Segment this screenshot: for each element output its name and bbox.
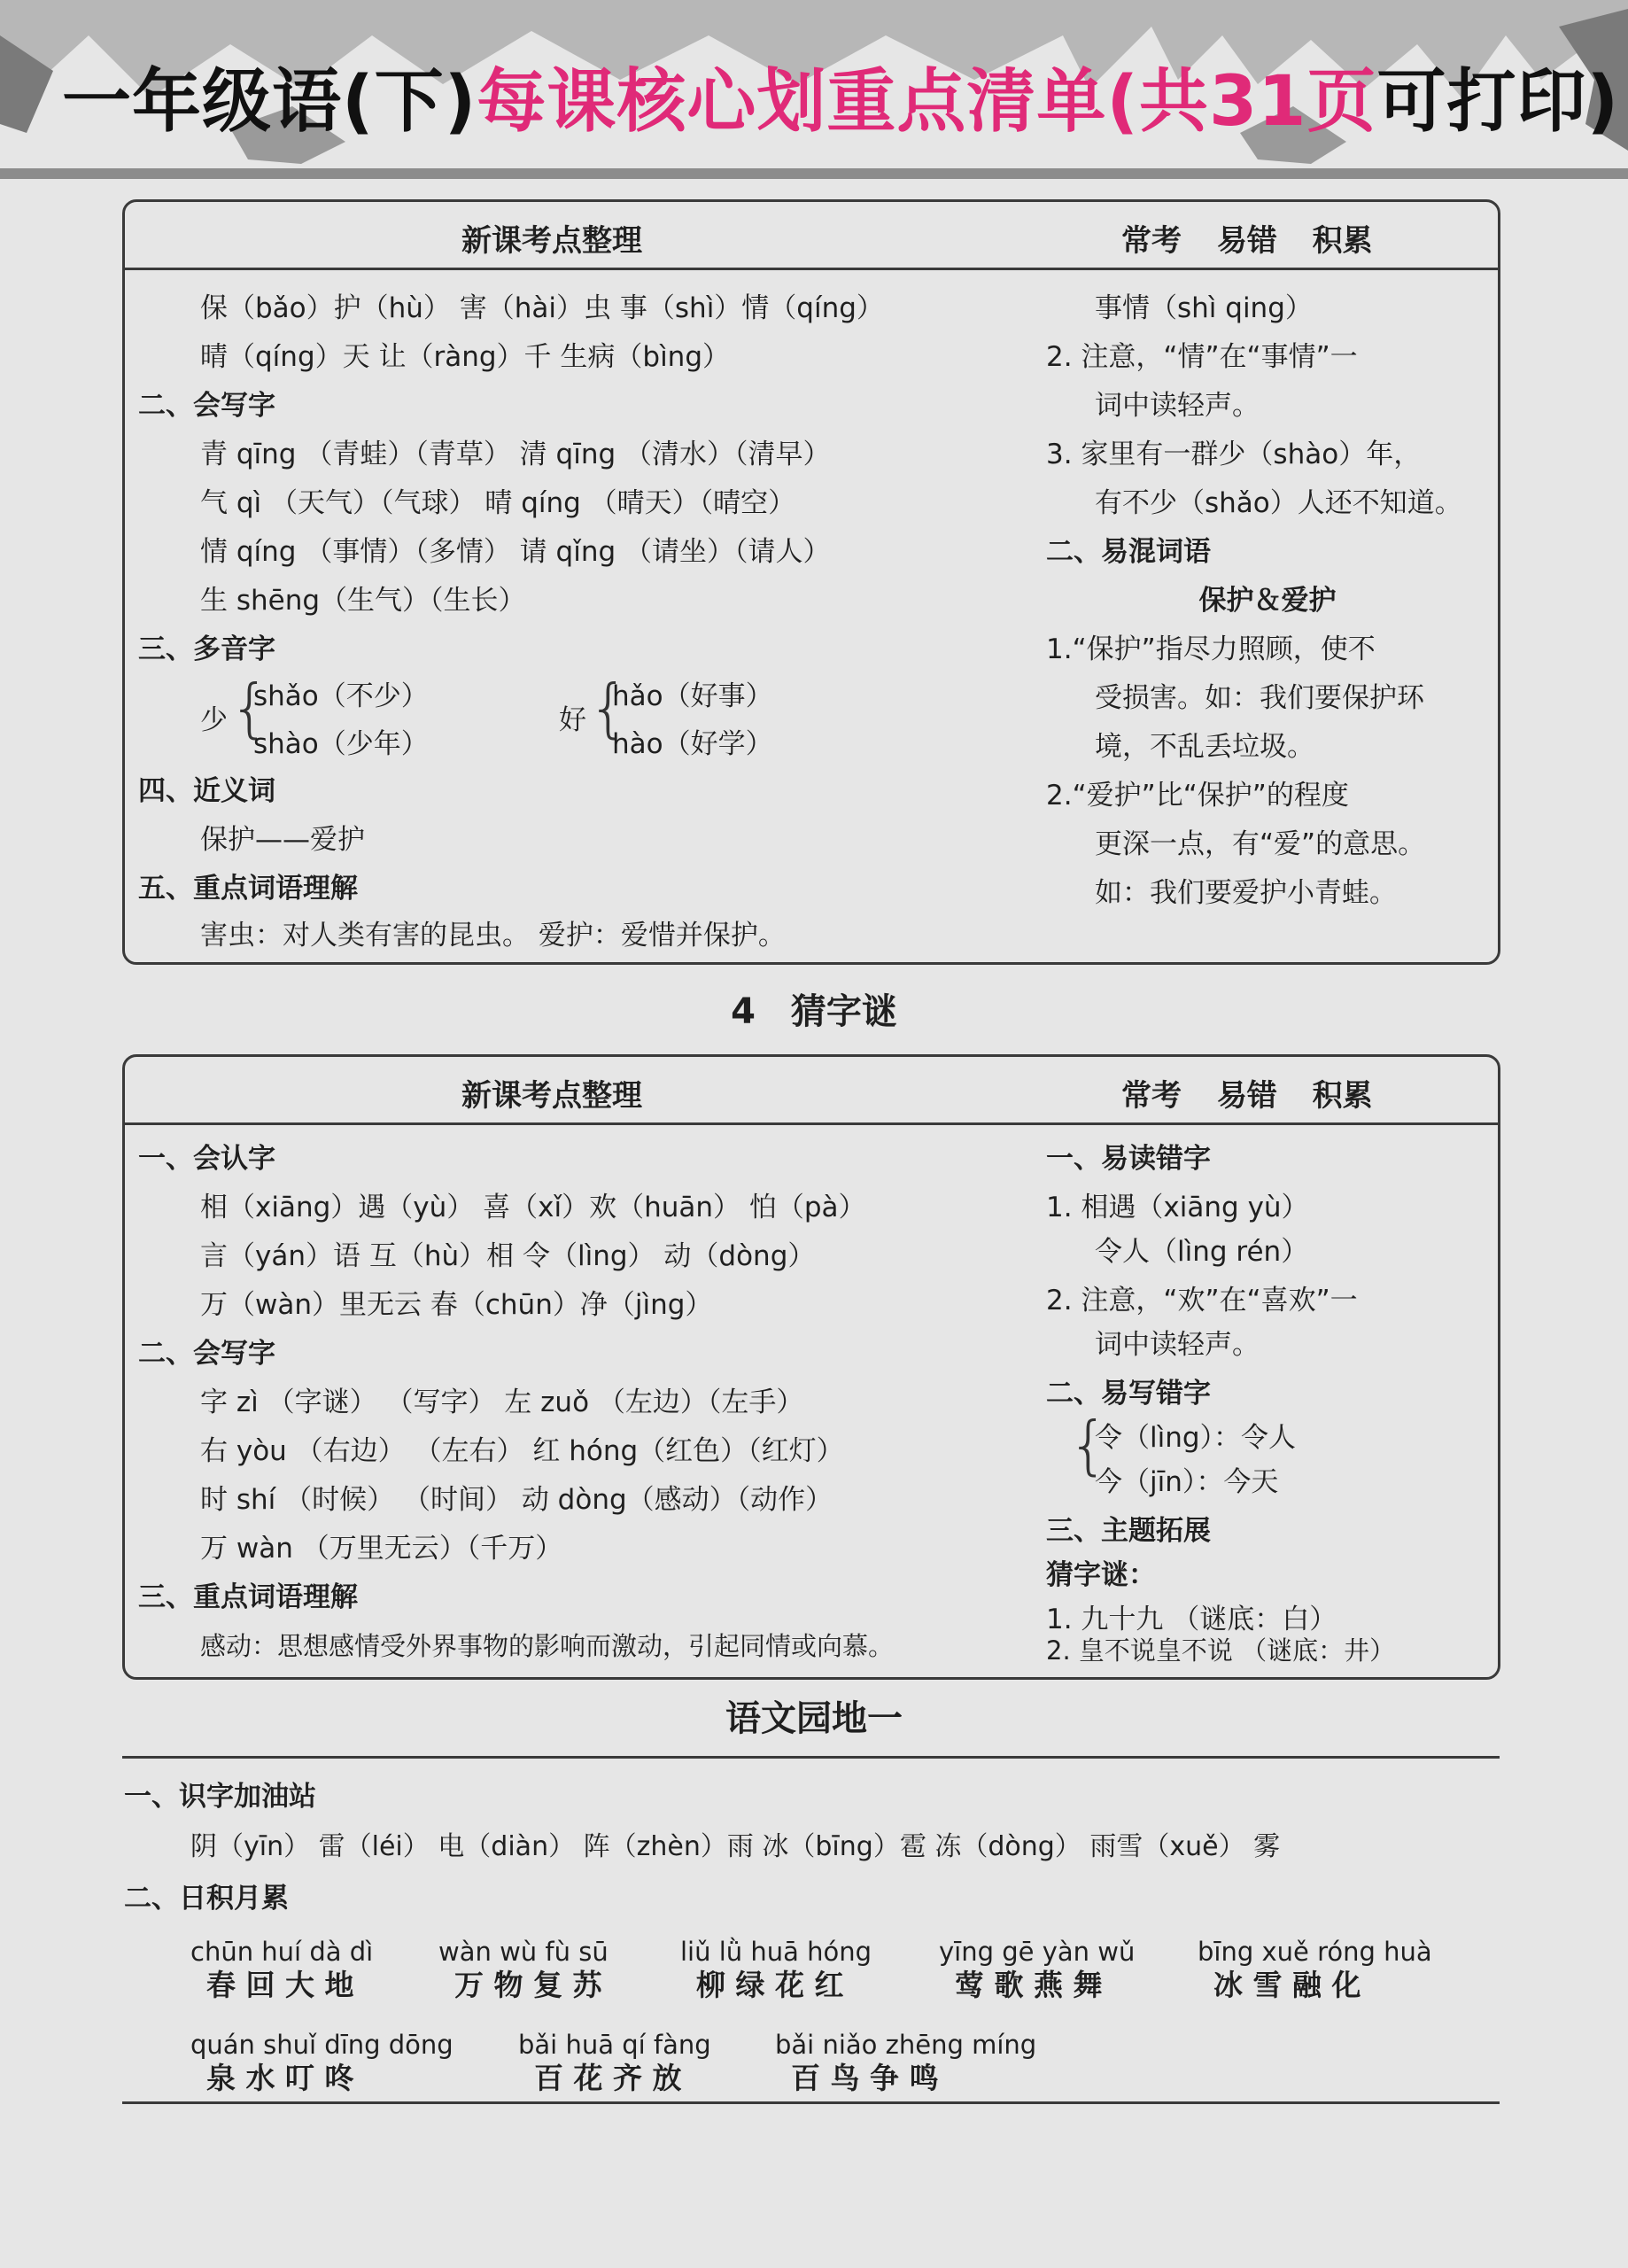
header-right-label: 常考 易错 积累 [1121,1078,1373,1114]
text-line: 3. 家里有一群少（shào）年， [1046,439,1422,470]
text-line: 万（wàn）里无云 春（chūn）净（jìng） [200,1289,713,1321]
header-right-label: 常考 易错 积累 [1121,223,1373,259]
text-line: 保护——爱护 [200,824,365,856]
section-heading: 三、主题拓展 [1046,1515,1211,1547]
idiom-item [1198,1936,1432,2003]
section-heading: 二、易混词语 [1046,536,1211,568]
idiom-pinyin: bīng xuě róng huà [1198,1937,1432,1967]
text-line: 字 zì （字谜） （写字） 左 zuǒ （左边）（左手） [200,1386,804,1418]
section-heading: 三、多音字 [138,633,275,665]
polyphone-reading: shǎo（不少） [253,680,429,712]
text-line: 时 shí （时候） （时间） 动 dòng（感动）（动作） [200,1484,833,1516]
subheading: 保护＆爱护 [1198,585,1337,617]
subheading: 猜字谜： [1046,1559,1156,1591]
brace-icon: { [229,671,270,745]
text-line: 气 qì （天气）（气球） 晴 qíng （晴天）（晴空） [200,487,796,519]
text-line: 右 yòu （右边） （左右） 红 hóng（红色）（红灯） [200,1435,844,1467]
idiom-text: 莺 歌 燕 舞 [955,1968,1103,2002]
idiom-pinyin: chūn huí dà dì [190,1937,374,1967]
idiom-pinyin: bǎi huā qí fàng [518,2030,711,2060]
lesson4-box [122,1054,1500,1680]
idiom-text: 春 回 大 地 [206,1968,354,2002]
brace-icon: { [588,671,629,745]
idiom-pinyin: wàn wù fù sū [438,1937,609,1967]
idiom-item [518,2029,711,2096]
text-line: 青 qīng （青蛙）（青草） 清 qīng （清水）（清早） [200,439,831,470]
title-part2: 每课核心划重点清单( [477,62,1139,142]
text-line: 言（yán）语 互（hù）相 令（lìng） 动（dòng） [200,1240,816,1272]
section-heading: 二、日积月累 [124,1883,289,1915]
text-line: 2. 注意，“情”在“事情”一 [1046,341,1358,373]
text-line: 保（bǎo）护（hù） 害（hài）虫 事（shì）情（qíng） [200,292,884,324]
garden-title: 语文园地一 [725,1698,903,1739]
idiom-item [190,1936,373,2003]
idiom-text: 万 物 复 苏 [454,1968,602,2002]
section-heading: 五、重点词语理解 [138,873,358,905]
lesson4-box-header [125,1057,1498,1125]
text-line: 感动：思想感情受外界事物的影响而激动，引起同情或向慕。 [200,1631,895,1661]
text-line: 生 shēng（生气）（生长） [200,585,526,617]
text-line: 令人（lìng rén） [1095,1236,1309,1268]
idiom-text: 泉 水 叮 咚 [206,2061,354,2095]
text-line: 受损害。如：我们要保护环 [1095,682,1424,714]
text-line: 2. 皇不说皇不说 （谜底：井） [1046,1635,1396,1666]
idiom-item [438,1936,609,2003]
divider [122,2101,1500,2104]
idiom-item [190,2029,454,2096]
text-line: 有不少（shǎo）人还不知道。 [1095,487,1462,519]
section-heading: 二、会写字 [138,390,275,422]
text-line: 2.“爱护”比“保护”的程度 [1046,780,1349,812]
text-line: 阴（yīn） 雷（léi） 电（diàn） 阵（zhèn）雨 冰（bīng）雹 冻（dòng） 雨雪（xuě） 雾 [190,1831,1281,1862]
title-part4: 可打印) [1376,62,1620,142]
polyphone-reading: hào（好学） [612,728,773,760]
polyphone-reading: hǎo（好事） [612,680,773,712]
title-part1: 一年级语(下) [62,62,477,142]
text-line: 情 qíng （事情）（多情） 请 qǐng （请坐）（请人） [200,536,831,568]
text-line: 晴（qíng）天 让（ràng）千 生病（bìng） [200,341,731,373]
lesson3-box-header [125,202,1498,270]
idiom-item [775,2029,1036,2096]
section-heading: 四、近义词 [138,775,275,807]
text-line: 相（xiāng）遇（yù） 喜（xǐ）欢（huān） 怕（pà） [200,1192,866,1223]
page-banner [0,0,1628,182]
polyphone-char: 好 [559,704,586,736]
header-left-label: 新课考点整理 [461,223,642,259]
idiom-text: 冰 雪 融 化 [1213,1968,1361,2002]
idiom-text: 柳 绿 花 红 [696,1968,844,2002]
text-line: 令（lìng）：令人 [1095,1422,1297,1454]
title-part3: 共31页 [1138,62,1377,142]
text-line: 1. 相遇（xiāng yù） [1046,1192,1309,1223]
text-line: 更深一点，有“爱”的意思。 [1095,828,1426,860]
text-line: 2. 注意，“欢”在“喜欢”一 [1046,1285,1358,1317]
text-line: 事情（shì qing） [1095,292,1313,324]
text-line: 害虫：对人类有害的昆虫。 爱护：爱惜并保护。 [200,920,786,951]
polyphone-reading: shào（少年） [253,728,429,760]
idiom-text: 百 花 齐 放 [534,2061,682,2095]
text-line: 境，不乱丢垃圾。 [1095,731,1314,763]
page-title [62,49,1619,155]
text-line: 万 wàn （万里无云）（千万） [200,1533,563,1565]
lesson4-title: 4 猜字谜 [731,991,897,1032]
brace-icon: { [1068,1408,1109,1482]
text-line: 1. 九十九 （谜底：白） [1046,1604,1337,1635]
idiom-pinyin: quán shuǐ dīng dōng [190,2030,454,2060]
idiom-item [680,1936,872,2003]
section-heading: 一、易读错字 [1046,1143,1211,1175]
idiom-pinyin: liǔ lǜ huā hóng [680,1937,872,1967]
text-line: 如：我们要爱护小青蛙。 [1095,877,1397,909]
idiom-pinyin: bǎi niǎo zhēng míng [775,2030,1037,2060]
lesson3-box [122,199,1500,965]
text-line: 词中读轻声。 [1095,1329,1260,1361]
idiom-text: 百 鸟 争 鸣 [791,2061,939,2095]
section-heading: 二、易写错字 [1046,1378,1211,1410]
polyphone-char: 少 [200,704,228,736]
divider [122,1756,1500,1759]
section-heading: 一、识字加油站 [124,1781,316,1813]
text-line: 词中读轻声。 [1095,390,1260,422]
section-heading: 三、重点词语理解 [138,1581,358,1613]
text-line: 今（jīn）：今天 [1095,1466,1279,1498]
banner-rule [0,168,1628,179]
idiom-pinyin: yīng gē yàn wǔ [939,1937,1136,1967]
section-heading: 二、会写字 [138,1338,275,1370]
header-left-label: 新课考点整理 [461,1078,642,1114]
text-line: 1.“保护”指尽力照顾，使不 [1046,633,1376,665]
section-heading: 一、会认字 [138,1143,275,1175]
idiom-item [939,1936,1135,2003]
